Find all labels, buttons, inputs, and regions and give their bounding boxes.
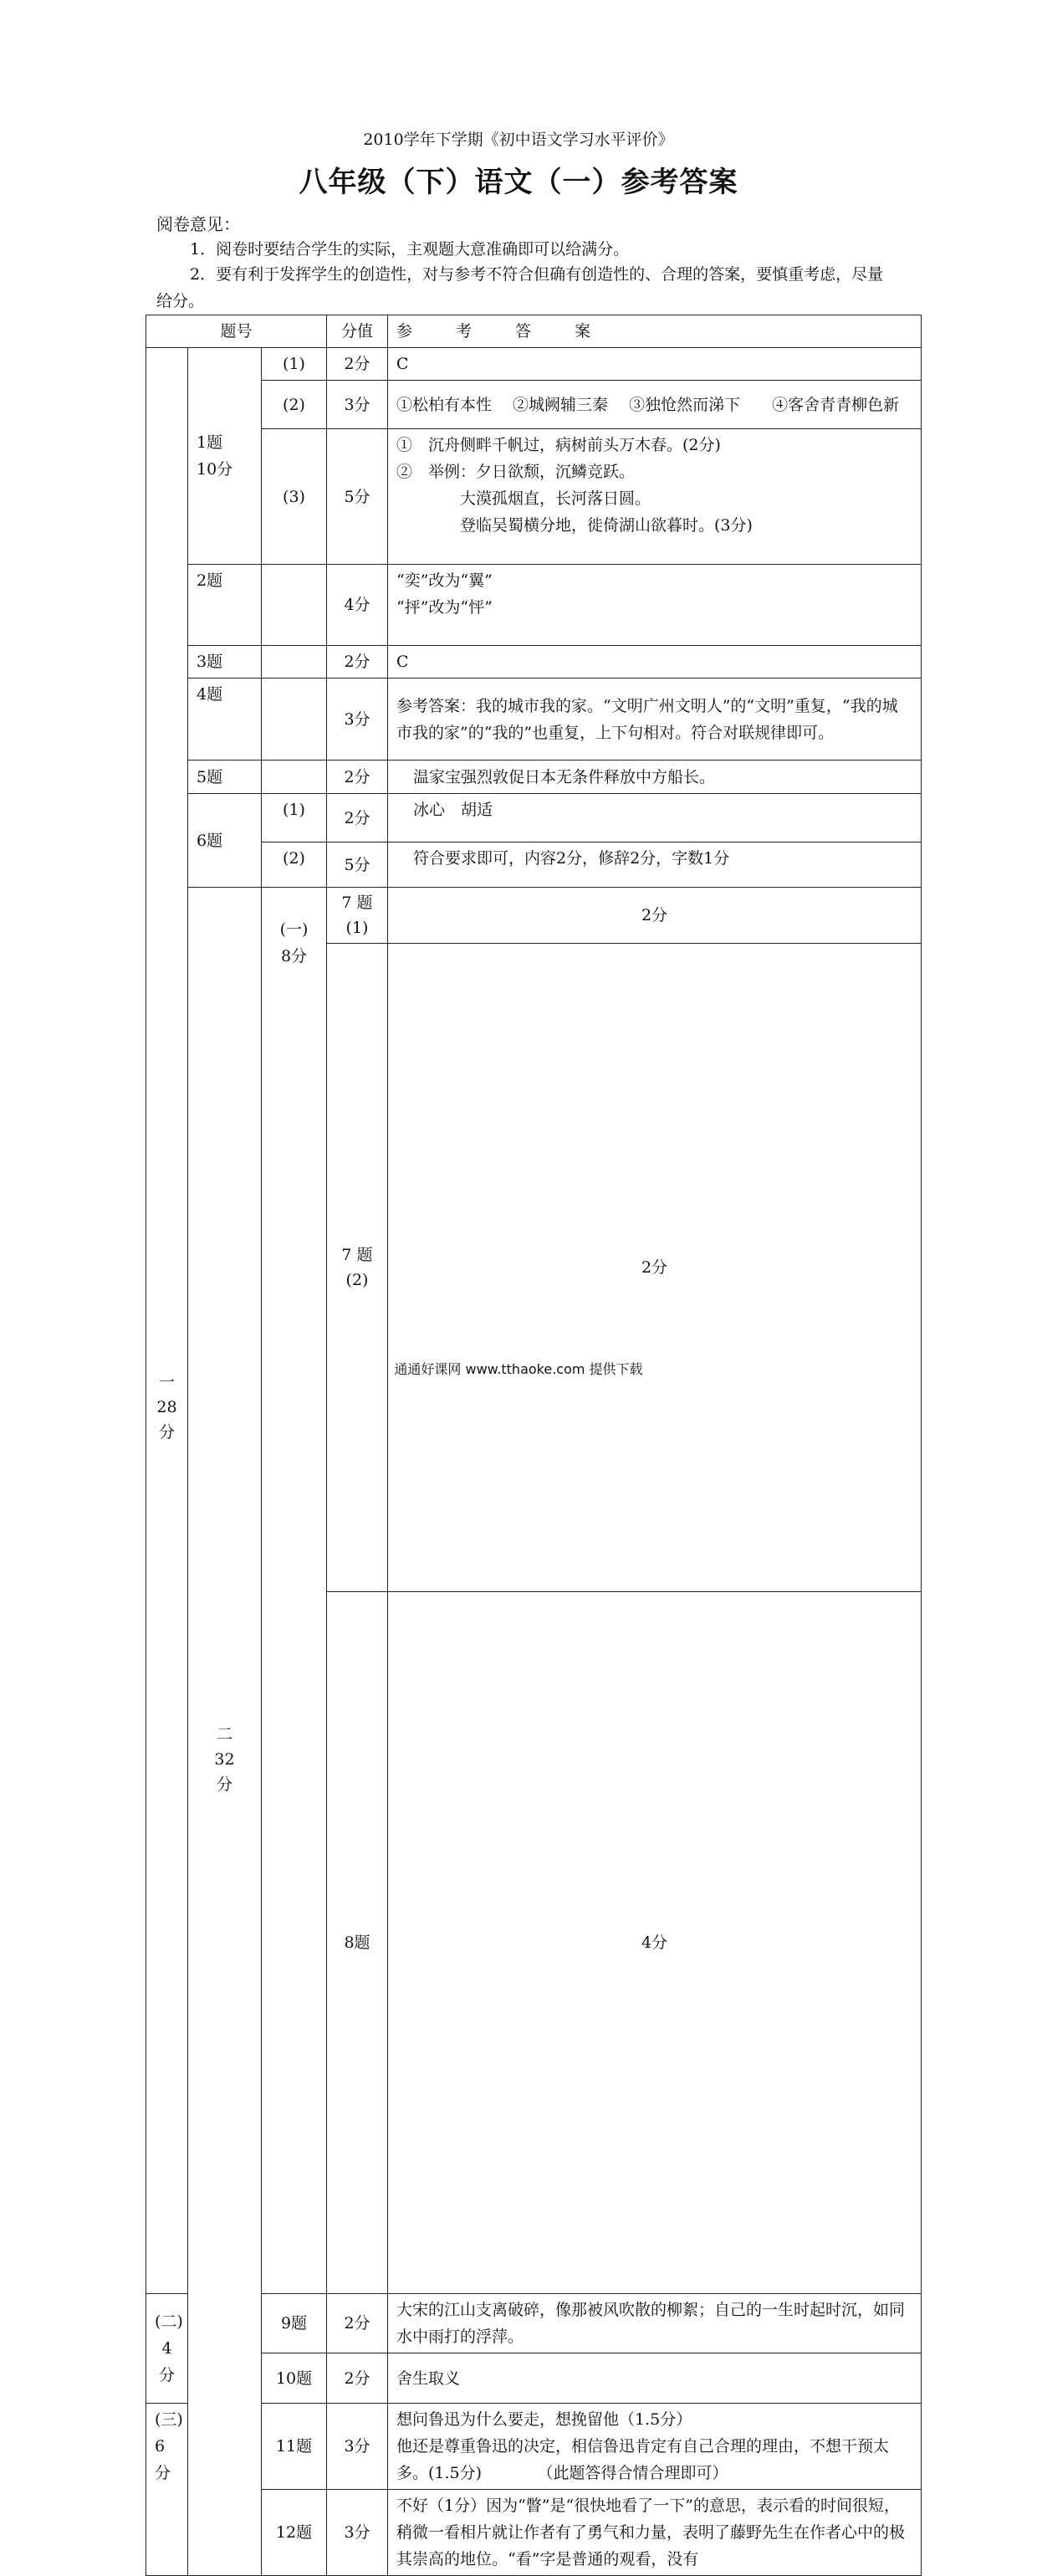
- sub-question: (3): [262, 429, 327, 565]
- score-cell: 2分: [327, 2353, 388, 2404]
- sub-question: (2): [262, 381, 327, 429]
- table-header-row: [146, 315, 922, 348]
- table-row: [146, 2404, 922, 2490]
- group-label: (三) 6分: [146, 2404, 188, 2576]
- question-label: 3题: [188, 646, 262, 679]
- score-cell: 2分: [327, 761, 388, 794]
- score-cell: 3分: [327, 679, 388, 761]
- answer-table: [146, 315, 922, 2576]
- answer-cell: 符合要求即可，内容2分，修辞2分，字数1分: [388, 842, 922, 888]
- score-cell: 3分: [327, 2404, 388, 2490]
- question-label: 4题: [188, 679, 262, 761]
- group-label: (一) 8分: [262, 888, 327, 2294]
- sub-question: (1): [262, 794, 327, 842]
- question-label: 6题: [188, 794, 262, 888]
- sub-question: 8题: [327, 1592, 388, 2294]
- score-cell: 2分: [327, 348, 388, 381]
- score-cell: 2分: [327, 794, 388, 842]
- review-note-1: 1．阅卷时要结合学生的实际，主观题大意准确即可以给满分。: [190, 240, 630, 259]
- document-title: 八年级（下）语文（一）参考答案: [299, 166, 738, 199]
- answer-cell: ①松柏有本性 ②城阙辅三秦 ③独怆然而涕下 ④客舍青青柳色新: [388, 381, 922, 429]
- score-cell: 3分: [327, 381, 388, 429]
- answer-cell: 冰心 胡适: [388, 794, 922, 842]
- score-cell: 2分: [327, 2294, 388, 2353]
- answer-cell: 想问鲁迅为什么要走，想挽留他（1.5分） 他还是尊重鲁迅的决定，相信鲁迅肯定有自己合理的理由，不想干预太多。(1.5分) （此题答得合情合理即可）: [388, 2404, 922, 2490]
- sub-question: (1): [262, 348, 327, 381]
- answer-cell: C: [388, 348, 922, 381]
- section-label: 二 32 分: [188, 888, 262, 2576]
- table-row: [146, 679, 922, 761]
- header-question: 题号: [146, 315, 327, 348]
- header-score: 分值: [327, 315, 388, 348]
- score-cell: 4分: [327, 565, 388, 646]
- question-label: 5题: [188, 761, 262, 794]
- score-cell: 3分: [327, 2490, 388, 2576]
- table-row: [146, 565, 922, 646]
- table-row: [146, 842, 922, 888]
- answer-cell: 不好（1分）因为“瞥”是“很快地看了一下”的意思，表示看的时间很短，稍微一看相片就让作者有了勇气和力量，表明了藤野先生在作者心中的极其崇高的地位。“看”字是普通的观看，没有: [388, 2490, 922, 2576]
- document-subtitle: 2010学年下学期《初中语文学习水平评价》: [363, 131, 674, 149]
- empty-cell: [262, 646, 327, 679]
- review-heading: 阅卷意见：: [156, 214, 240, 234]
- table-row: [146, 2490, 922, 2576]
- sub-question: (2): [262, 842, 327, 888]
- header-answer: 参 考 答 案: [388, 315, 922, 348]
- score-cell: 5分: [327, 429, 388, 565]
- table-row: [146, 761, 922, 794]
- score-cell: 2分: [388, 944, 922, 1592]
- sub-question: 10题: [262, 2353, 327, 2404]
- empty-cell: [262, 565, 327, 646]
- table-row: [146, 2353, 922, 2404]
- answer-cell: ① 沉舟侧畔千帆过，病树前头万木春。(2分) ② 举例：夕日欲颓，沉鳞竞跃。 大漠孤烟直，长河落日圆。 登临吴蜀横分地，徙倚湖山欲暮时。(3分): [388, 429, 922, 565]
- table-row: [146, 381, 922, 429]
- table-row: [146, 2294, 922, 2353]
- table-row: [146, 794, 922, 842]
- score-cell: 2分: [388, 888, 922, 944]
- review-note-2: 2．要有利于发挥学生的创造性，对与参考不符合但确有创造性的、合理的答案，要慎重考虑，尽量给分。: [156, 265, 884, 310]
- answer-cell: 温家宝强烈敦促日本无条件释放中方船长。: [388, 761, 922, 794]
- footer-credit: 通通好课网 www.tthaoke.com 提供下载: [394, 1361, 643, 1377]
- empty-cell: [262, 679, 327, 761]
- score-cell: 4分: [388, 1592, 922, 2294]
- sub-question: 11题: [262, 2404, 327, 2490]
- group-label: (二) 4分: [146, 2294, 188, 2404]
- question-label: 2题: [188, 565, 262, 646]
- answer-cell: 大宋的江山支离破碎，像那被风吹散的柳絮；自己的一生时起时沉，如同水中雨打的浮萍。: [388, 2294, 922, 2353]
- answer-cell: 舍生取义: [388, 2353, 922, 2404]
- table-row: [146, 646, 922, 679]
- question-label: 1题 10分: [188, 348, 262, 565]
- sub-question: 9题: [262, 2294, 327, 2353]
- score-cell: 5分: [327, 842, 388, 888]
- empty-cell: [262, 761, 327, 794]
- score-cell: 2分: [327, 646, 388, 679]
- sub-question: 7 题 (2): [327, 944, 388, 1592]
- answer-cell: C: [388, 646, 922, 679]
- table-row: [146, 429, 922, 565]
- section-label: 一 28 分: [146, 348, 188, 2294]
- sub-question: 12题: [262, 2490, 327, 2576]
- answer-cell: “奕”改为“翼” “抨”改为“怦”: [388, 565, 922, 646]
- table-row: [146, 348, 922, 381]
- sub-question: 7 题 (1): [327, 888, 388, 944]
- answer-cell: 参考答案：我的城市我的家。“文明广州文明人”的“文明”重复，“我的城市我的家”的“我的”也重复，上下句相对。符合对联规律即可。: [388, 679, 922, 761]
- table-row: [146, 888, 922, 944]
